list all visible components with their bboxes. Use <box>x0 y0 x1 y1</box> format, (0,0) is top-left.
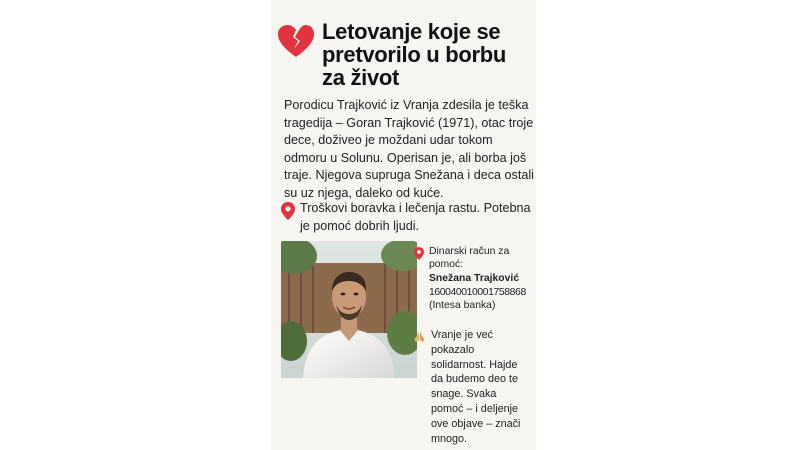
account-label: Dinarski račun za pomoć: <box>429 246 510 271</box>
map-pin-icon <box>281 202 295 220</box>
account-holder: Snežana Trajković <box>429 273 520 285</box>
solidarity-note: Vranje je već pokazalo solidarnost. Hajde da budemo deo te snage. Svaka pomoć – i deljenje ove objave – znači mnogo. <box>431 329 521 445</box>
broken-heart-icon <box>277 24 315 58</box>
account-bank: (Intesa banka) <box>429 299 496 311</box>
bank-account-info <box>429 245 539 312</box>
account-number: 160040010001758868 <box>429 286 526 298</box>
costs-note: Troškovi boravka i lečenja rastu. Potebna je pomoć dobrih ljudi. <box>300 201 531 233</box>
praying-hands-icon <box>413 330 426 343</box>
article-title: Letovanje koje se pretvorilo u borbu za život <box>322 19 507 90</box>
map-pin-icon <box>414 247 424 260</box>
goran-trajkovic-photo <box>281 241 417 378</box>
article-body: Porodicu Trajković iz Vranja zdesila je teška tragedija – Goran Trajković (1971), otac troje dece, doživeo je moždani udar tokom odmoru u Solunu. Operisan je, ali borba još traje. Njegova supruga Snežana i deca ostali su uz njega, daleko od kuće. <box>284 98 534 200</box>
